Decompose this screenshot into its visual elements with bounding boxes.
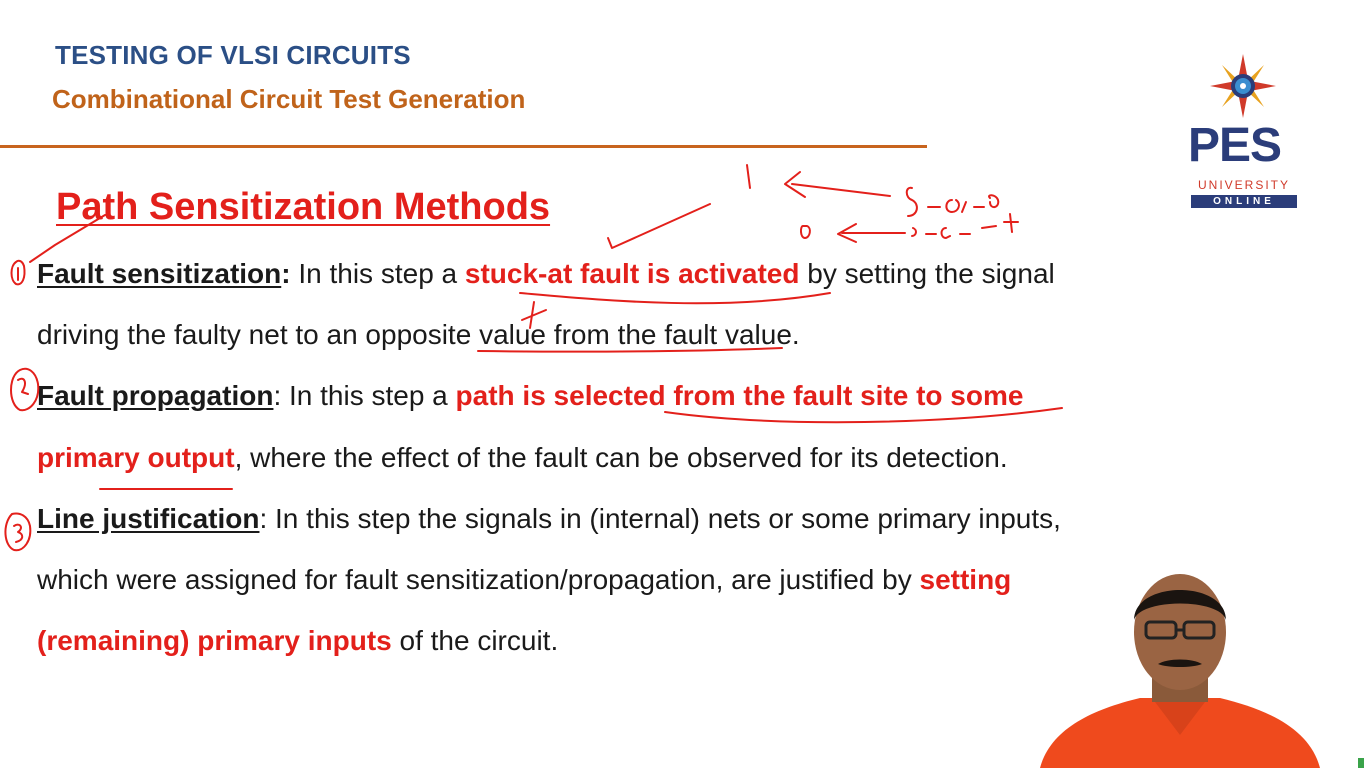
highlight-text: stuck-at fault is activated [464,258,800,289]
text-segment: In this step a [281,380,456,411]
item-fault-sensitization-line-2 [37,319,800,351]
text-segment: In this step the signals in (internal) nets or some primary inputs, [267,503,1061,534]
highlight-text: setting [919,564,1012,595]
highlight-text: primary output [37,442,235,473]
item-line-justification-line-2 [37,564,1011,596]
term-fault-sensitization: Fault sensitization [37,258,282,289]
header-divider [0,145,927,148]
highlight-text: (remaining) primary inputs [37,625,392,656]
tick-stroke [608,204,710,248]
text-segment: , where the effect of the fault can be observed for its detection. [234,442,1008,473]
pes-university-logo [1186,52,1300,212]
logo-wordmark: PES [1188,119,1282,172]
item-line-justification-line-1 [37,503,1061,535]
item-fault-propagation-line-2 [37,442,1008,474]
item-fault-sensitization-line-1 [37,258,1055,290]
circled-number-2-icon [11,369,38,410]
text-segment: by setting the signal [799,258,1055,289]
presenter-video [1040,570,1320,768]
term-colon: : [281,258,291,289]
term-colon: : [273,380,282,411]
value-zero-mark [801,226,810,238]
sa1-note [912,214,1018,238]
text-segment: which were assigned for fault sensitization/propagation, are justified by [37,564,920,595]
term-fault-propagation: Fault propagation [37,380,274,411]
text-segment: of the circuit. [391,625,559,656]
underline-stroke [520,293,830,303]
circled-number-1-icon [12,261,25,285]
item-fault-propagation-line-1 [37,380,1023,412]
highlight-text: path is selected from the fault site to some [455,380,1024,411]
text-segment: In this step a [290,258,465,289]
course-title: TESTING OF VLSI CIRCUITS [55,40,411,70]
item-line-justification-line-3 [37,625,558,657]
course-subtitle: Combinational Circuit Test Generation [52,84,526,114]
text-segment: driving the faulty net to an opposite value from the fault value. [37,319,800,350]
corner-indicator [1358,758,1364,768]
arrow-left-icon [838,224,905,242]
sa0-note [907,188,999,216]
arrow-left-icon [785,172,890,197]
circled-number-3-icon [5,514,30,551]
logo-online-badge: ONLINE [1191,195,1297,208]
compass-emblem-icon [1186,52,1300,122]
term-colon: : [259,503,268,534]
logo-university-label: UNIVERSITY [1197,178,1290,192]
term-line-justification: Line justification [37,503,260,534]
value-one-mark [747,165,750,188]
slide-heading: Path Sensitization Methods [56,186,551,228]
